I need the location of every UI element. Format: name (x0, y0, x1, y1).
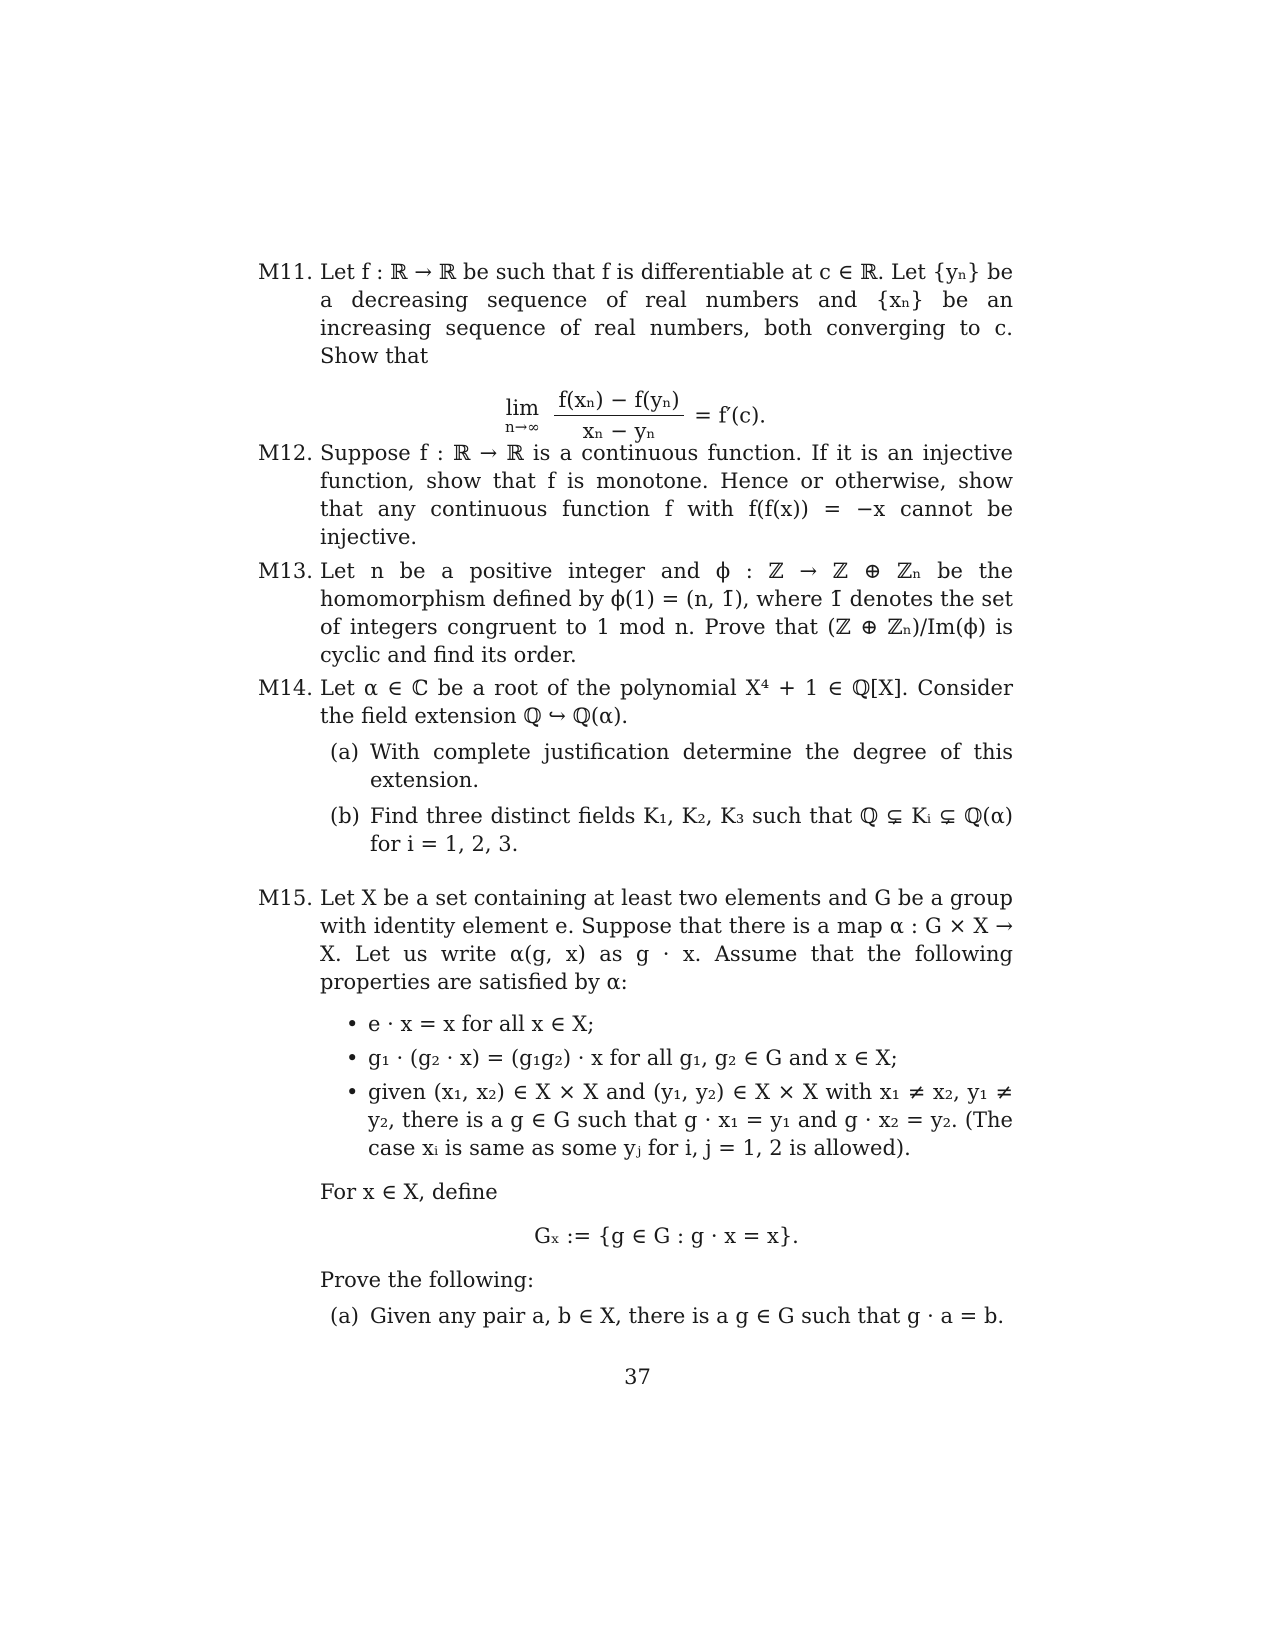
subpart-list (330, 1302, 1013, 1330)
subpart-list (330, 738, 1013, 858)
subpart-a (330, 738, 1013, 794)
equation-rhs: = f′(c). (694, 403, 766, 428)
prove-text: Prove the following: (320, 1268, 535, 1292)
bullet-list (346, 1010, 1013, 1162)
bullet-item (346, 1010, 1013, 1038)
lim-word: lim (505, 395, 540, 420)
problem-label: M14. (258, 676, 313, 700)
bullet-item (346, 1078, 1013, 1162)
problem-text: Let f : ℝ → ℝ be such that f is differentiable at c ∈ ℝ. Let {yₙ} be a decreasing sequence of real numbers and {xₙ} be an increasing sequence of real numbers, both converging to c. Show that (320, 260, 1013, 368)
subpart-text: Given any pair a, b ∈ X, there is a g ∈ G such that g · a = b. (370, 1304, 1005, 1328)
page-number: 37 (624, 1365, 651, 1389)
problem-text: Suppose f : ℝ → ℝ is a continuous function. If it is an injective function, show that f is monotone. Hence or otherwise, show that any continuous function f with f(f(x)) = −x cannot be injective. (320, 441, 1013, 549)
problem-label: M11. (258, 260, 313, 284)
problem-m11 (258, 258, 1013, 459)
bullet-text: g₁ · (g₂ · x) = (g₁g₂) · x for all g₁, g₂ ∈ G and x ∈ X; (368, 1046, 898, 1070)
subpart-label: (b) (330, 804, 360, 828)
problem-text: Let X be a set containing at least two elements and G be a group with identity element e. Suppose that there is a map α : G × X → X. Let us write α(g, x) as g · x. Assume that the following properties are satisfied by α: (320, 886, 1013, 994)
problem-text: Let α ∈ ℂ be a root of the polynomial X⁴ + 1 ∈ ℚ[X]. Consider the field extension ℚ ↪ ℚ(α). (320, 676, 1013, 728)
subpart-label: (a) (330, 740, 359, 764)
lim-subscript: n→∞ (505, 417, 540, 436)
define-display: Gₓ := {g ∈ G : g · x = x}. (534, 1224, 799, 1248)
display-equation (258, 386, 1013, 445)
subpart-label: (a) (330, 1304, 359, 1328)
bullet-dot-icon: • (346, 1012, 359, 1036)
problem-m15 (258, 884, 1013, 1330)
bullet-dot-icon: • (346, 1080, 359, 1104)
limit-operator (505, 397, 540, 435)
problem-label: M15. (258, 886, 313, 910)
bullet-item (346, 1044, 1013, 1072)
subpart-b (330, 802, 1013, 858)
problem-text: Let n be a positive integer and ϕ : ℤ → ℤ ⊕ ℤₙ be the homomorphism defined by ϕ(1) = (n, 1̄), where 1̄ denotes the set of integers congruent to 1 mod n. Prove that (ℤ ⊕ ℤₙ)/Im(ϕ) is cyclic and find its order. (320, 559, 1013, 667)
problem-body (320, 884, 1013, 1330)
subpart-a (330, 1302, 1013, 1330)
problem-label: M12. (258, 441, 313, 465)
problem-m14 (258, 674, 1013, 858)
bullet-text: given (x₁, x₂) ∈ X × X and (y₁, y₂) ∈ X × X with x₁ ≠ x₂, y₁ ≠ y₂, there is a g ∈ G such that g · x₁ = y₁ and g · x₂ = y₂. (The case xᵢ is same as some yⱼ for i, j = 1, 2 is allowed). (368, 1080, 1013, 1160)
bullet-text: e · x = x for all x ∈ X; (368, 1012, 595, 1036)
define-text: For x ∈ X, define (320, 1180, 498, 1204)
subpart-text: Find three distinct fields K₁, K₂, K₃ such that ℚ ⊊ Kᵢ ⊊ ℚ(α) for i = 1, 2, 3. (370, 804, 1013, 856)
problem-m12 (258, 439, 1013, 551)
problem-body (320, 674, 1013, 858)
fraction-numerator: f(xₙ) − f(yₙ) (554, 386, 683, 416)
fraction-denominator: xₙ − yₙ (582, 419, 656, 443)
fraction (554, 386, 683, 445)
problem-m13 (258, 557, 1013, 669)
bullet-dot-icon: • (346, 1046, 359, 1070)
subpart-text: With complete justification determine the degree of this extension. (370, 740, 1013, 792)
problem-label: M13. (258, 559, 313, 583)
